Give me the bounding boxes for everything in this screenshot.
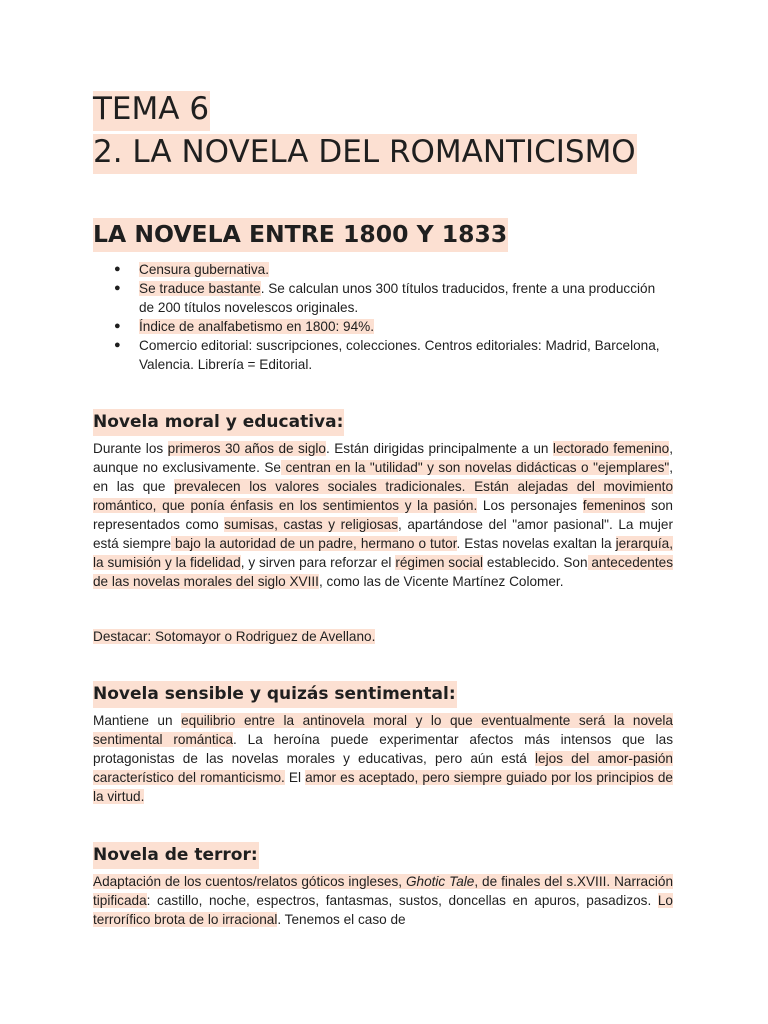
- bullet-icon: ●: [114, 320, 121, 332]
- title-line-1: TEMA 6: [93, 87, 210, 131]
- bullet-icon: ●: [114, 282, 121, 294]
- subheading-sensible: Novela sensible y quizás sentimental:: [93, 682, 457, 706]
- list-item: ● Índice de analfabetismo en 1800: 94%.: [114, 319, 375, 334]
- subheading-moral: Novela moral y educativa:: [93, 410, 344, 434]
- bullet-list: [93, 260, 673, 374]
- bullet-icon: ●: [114, 263, 121, 275]
- paragraph-moral: Durante los primeros 30 años de siglo. Están dirigidas principalmente a un lectorado femenino, aunque no exclusivamente. Se centran en la "utilidad" y son novelas didácticas o "ejemplares", en las que prevalecen los valores sociales tradicionales. Están alejadas del movimiento romántico, que ponía énfasis en los sentimientos y la pasión. Los personajes femeninos son representados como sumisas, castas y religiosas, apartándose del "amor pasional". La mujer está siempre bajo la autoridad de un padre, hermano o tutor. Estas novelas exaltan la jerarquía, la sumisión y la fidelidad, y sirven para reforzar el régimen social establecido. Son antecedentes de las novelas morales del siglo XVIII, como las de Vicente Martínez Colomer.: [93, 441, 674, 589]
- list-item: ● Comercio editorial: suscripciones, colecciones. Centros editoriales: Madrid, Barcelona, Valencia. Librería = Editorial.: [114, 338, 660, 372]
- list-item: ● Se traduce bastante. Se calculan unos 300 títulos traducidos, frente a una producción de 200 títulos novelescos originales.: [114, 281, 656, 315]
- paragraph-terror: Adaptación de los cuentos/relatos góticos ingleses, Ghotic Tale, de finales del s.XVIII. Narración tipificada: castillo, noche, espectros, fantasmas, sustos, doncellas en apuros, pasadizos. Lo terrorífico brota de lo irracional. Tenemos el caso de: [93, 874, 674, 927]
- bullet-icon: ●: [114, 339, 121, 351]
- paragraph-sensible: Mantiene un equilibrio entre la antinovela moral y lo que eventualmente será la novela sentimental romántica. La heroína puede experimentar afectos más intensos que las protagonistas de las novelas morales y educativas, pero aún está lejos del amor-pasión característico del romanticismo. El amor es aceptado, pero siempre guiado por los principios de la virtud.: [93, 713, 673, 804]
- paragraph-moral-highlight: Destacar: Sotomayor o Rodriguez de Avellano.: [93, 629, 376, 644]
- subheading-terror: Novela de terror:: [93, 843, 259, 867]
- section-heading: LA NOVELA ENTRE 1800 Y 1833: [93, 217, 508, 251]
- title-line-2: 2. LA NOVELA DEL ROMANTICISMO: [93, 130, 637, 174]
- list-item: ● Censura gubernativa.: [114, 262, 269, 277]
